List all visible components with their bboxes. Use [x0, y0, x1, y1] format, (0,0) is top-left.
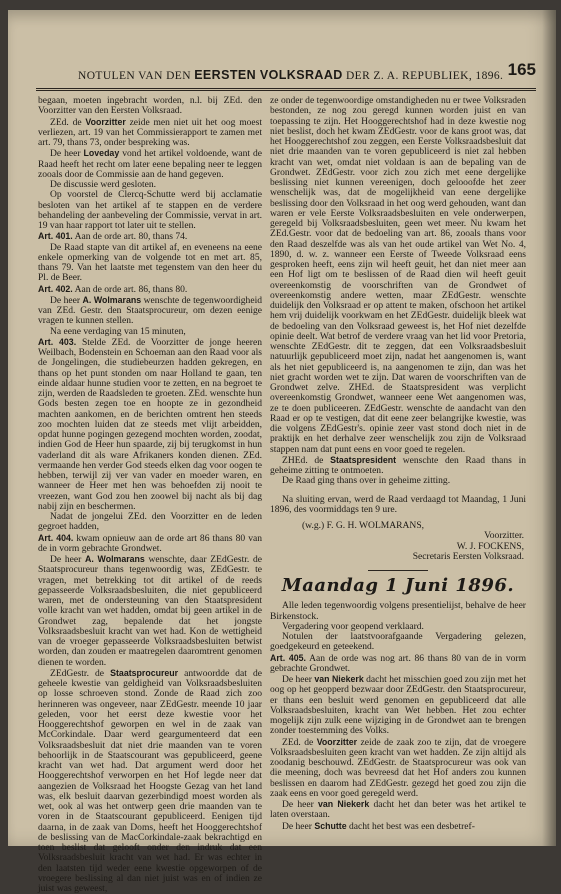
- paragraph-text: wenschte, daar ZEdGestr. de Staatsprocureur thans tegenwoordig was, ZEdGestr. te vragen, met betrekking tot dit artikel of de reeds gepasseerde Volksraadsbesluiten, die niet gepubliceerd waren, met de ondersteuning van den Staatspresident volle kracht van wet hadden, omdat bij geen artikel in de Grondwet zag, bepalende dat het jongste Volksraadsbesluit kracht van wet had. Kon de wettigheid van de vroeger gepasseerde Volksraadsbesluiten betwist worden, dan zouden er maatregelen daaromtrent genomen dienen te worden.: [38, 554, 262, 668]
- header-title: [78, 68, 503, 82]
- paragraph-lead: De heer: [50, 294, 83, 306]
- speaker-name: Staatsprocureur: [110, 667, 179, 678]
- header-rule: [36, 88, 536, 89]
- paragraph-text: Vergadering voor geopend verklaard.: [282, 620, 424, 632]
- paragraph-text: begaan, moeten ingebracht worden, n.l. bij ZEd. den Voorzitter van den Eersten Volksraad.: [38, 95, 262, 117]
- running-header: [36, 60, 536, 88]
- header-title-pre: NOTULEN VAN DEN: [78, 70, 191, 82]
- paragraph-text: antwoordde dat de geheele kwestie van geldigheid van Volksraadsbesluiten op losse schroeven stond. Zonde de Raad zich zoo herinneren was ongeveer, naar ZEdGestr. meende 10 jaar geleden, voor het eerst deze kwestie voor het Hooggerechtshof geworpen en wel in de zaak van McCorkindale. Daar werd geargumenteerd dat een Volksraadsbesluit dat niet drie maanden van te voren behoorlijk in de Staatscourant was gepubliceerd, geene kracht van wet had. Dat argument werd door het Hooggerechtshof verworpen en het Hof legde neer dat aangezien de Volksraad het Hoogste Gezag van het land was, elk besluit daarvan gezerbindigd moest worden als wet, ook al was het ontwerp geen drie maanden van te voren in de Staatscourant gepubliceerd. Eenigen tijd daarna, in de zaak van Doms, heeft het Hooggerechtshof de beslissing van de MacCorkindale-zaak bekrachtigd en toen beslist dat gelooft onder den indruk dat een Volksraadsbesluit kracht van wet had. Er was echter in den laatsten tijd weder eene kwestie opgeworpen of de vroegere beslissing al dan niet juist was en of indien ze juist was geweest,: [38, 667, 263, 894]
- article-entry: [270, 653, 526, 675]
- signature-line: W. J. FOCKENS,: [456, 540, 524, 552]
- paragraph-text: Op voorstel de Clercq-Schutte werd bij acclamatie besloten van het artikel af te stappen en de verdere behandeling der aanbeveling der Commissie, vervat in art. 19 van haar rapport tot later uit te stellen.: [38, 189, 262, 231]
- paragraph-text: dacht het best was een desbetref-: [346, 820, 475, 832]
- paragraph-text: De Raad ging thans over in geheime zitting.: [282, 475, 451, 487]
- paragraph: [270, 674, 526, 737]
- paragraph: [270, 96, 526, 455]
- paragraph-lead: ZEd. de: [282, 736, 317, 748]
- article-entry: [38, 284, 262, 295]
- paragraph-text: Notulen der laatstvoorafgaande Vergadering gelezen, goedgekeurd en geteekend.: [270, 631, 526, 653]
- article-entry: [38, 337, 262, 512]
- paragraph-text: dacht het dan beter was het artikel te laten overstaan.: [270, 799, 526, 821]
- article-text: kwam opnieuw aan de orde art 86 thans 80 van de in vorm gebrachte Grondwet.: [38, 532, 262, 554]
- paragraph: [270, 455, 526, 477]
- article-number: Art. 402.: [38, 283, 73, 294]
- paragraph: [270, 476, 526, 486]
- paragraph-text: Na sluiting ervan, werd de Raad verdaagd tot Maandag, 1 Juni 1896, des voormiddags ten 9 ure.: [270, 493, 526, 515]
- article-number: Art. 403.: [38, 336, 77, 347]
- signature-line: Secretaris Eersten Volksraad.: [412, 550, 524, 562]
- speaker-name: van Niekerk: [318, 799, 370, 809]
- paragraph: [270, 601, 526, 622]
- paragraph-text: zeide men niet uit het oog moest verliezen, art. 19 van het Commissierapport te zamen met art. 79, thans 73, onder bespreking was.: [38, 116, 262, 148]
- right-column: [270, 96, 526, 832]
- paragraph: [38, 243, 262, 284]
- article-text: Aan de orde art. 80, thans 74.: [72, 231, 188, 243]
- paragraph: [38, 668, 262, 894]
- article-entry: [38, 533, 262, 555]
- paragraph: [38, 554, 262, 668]
- paragraph-text: De Raad stapte van dit artikel af, en eveneens na eene enkele opmerking van de volgende tot en met art. 85, thans 79. Van het laatste met tegenstem van den heer du Pl. de Beer.: [38, 241, 262, 284]
- paragraph-text: wenschte de tegenwoordigheid van ZEd. Gestr. den Staatsprocureur, om dezen eenige vragen te kunnen stellen.: [38, 294, 262, 327]
- paragraph-text: Na eene verdaging van 15 minuten,: [50, 325, 186, 337]
- page-number: 165: [507, 60, 536, 79]
- signature-line: Voorzitter.: [484, 530, 524, 542]
- speaker-name: Voorzitter: [316, 736, 358, 747]
- paragraph: [38, 117, 262, 149]
- paragraph-text: ze onder de tegenwoordige omstandigheden nu er twee Volksraden bestonden, ze nog zou geregd kunnen worden juist en van toepassing te zijn. Het Hooggerechtshof had in deze kwestie nog niet beslist, doch het kwam ZEdGestr. voor de kans groot was, dat het Hooggerechtshof zou zeggen, een Eerste Volksraadsbesluit dat niet drie maanden van te voren gepubliceerd is niet zal hebben kracht van wet, omdat niet voldaan is aan de bepaling van de Grondwet. ZEdGestr. voor zich zou zich met eene dergelijke beslissing niet kunnen vereenigen, doch gelooofde het zeer wenschelijk was, dat de mogelijkheid van eene dergelijke beslissing door den Volksraad in het oog werd gehouden, want dan waren er vele Eerste Volksraadsbesluiten en vele onderwerpen, geregeld bij Volksraadsbesluiten, geen wet meer. Nu kwam het ZEd.Gestr. voor dat de bedoeling van art. 86, zooals thans voor den Raad deszelfde was als van het oude artikel van Wet No. 4, 1890, d. w. z. wanneer een Eerste of Tweede Volksraad eens gesproken heeft, eens zijn wil heeft geuit, het dan niet meer aan een Hof ligt om te beslissen of de Raad dien wil heeft geuit overeenkomstig de voorschriften van de Grondwet of overeenkomstig andere wetten, maar ZEdGestr. wenschte duidelijk den Volksraad er op attent te maken, ofschoon het artikel hem vrij duidelijk voorkwam en het ZEdGestr. duidelijk bleek wat de bedoeling van den Volksraad geweest is, het Hof niet dezelfde opinie deelt. Wat betrof de verdere vraag van het lid voor Pretoria, wenschte ZEdGestr. dit te zeggen, dat een Volksraadsbesluit natuurlijk gepubliceerd moet zijn, nadat het aangenomen is, want als het niet gepubliceerd is, na aangenomen te zijn, dan was het niet gracht worden wet te zijn. Dat waren de voorschriften van de Grondwet zelve. ZHEd. de Staatspresident was verplicht overeenkomstig Grondwet, wanneer eene Wet aangenomen was, ze te doen publiceeren. ZEdGestr. wenschte de aandacht van den Raad er op te vestigen, dat dit eene zeer belangrijke kwestie, was die volgens ZEdGestr's. opinie zeer vast stond doch niet in de praktijk en het derhalve zeer wenschelijk zou zijn de Volksraad stappen nam dat punt eens en voor goed te regelen.: [270, 95, 526, 455]
- paragraph-text: De discussie werd gesloten.: [50, 179, 157, 190]
- paragraph: [270, 737, 526, 800]
- paragraph: [270, 799, 526, 821]
- paragraph: [38, 295, 262, 327]
- article-text: Aan de orde art. 86, thans 80.: [72, 283, 188, 295]
- signature-line: (w.g.) F. G. H. WOLMARANS,: [302, 520, 425, 531]
- paragraph: [38, 512, 262, 533]
- paragraph-text: Nadat de jongelui ZEd. den Voorzitter en de leden gegroet hadden,: [38, 511, 262, 533]
- paragraph-lead: ZEd. de: [50, 116, 86, 128]
- paragraph: [270, 495, 526, 516]
- article-text: Aan de orde was nog art. 86 thans 80 van de in vorm gebrachte Grondwet.: [270, 652, 527, 674]
- speaker-name: Schutte: [314, 820, 347, 831]
- speaker-name: Staatspresident: [330, 454, 397, 465]
- speaker-name: A. Wolmarans: [82, 294, 142, 305]
- paragraph: [270, 821, 526, 832]
- section-divider: [368, 570, 428, 571]
- paragraph-text: vond het artikel voldoende, want de Raad heeft het recht om later eene bepaling neer te leggen zooals door de Commissie aan de hand gegeven.: [38, 148, 262, 180]
- speaker-name: A. Wolmarans: [84, 554, 145, 564]
- speaker-name: Loveday: [83, 148, 120, 159]
- article-number: Art. 401.: [38, 231, 73, 242]
- paragraph-lead: De heer: [282, 799, 318, 810]
- paragraph-text: wenschte den Raad thans in geheime zitting te ontmoeten.: [270, 454, 526, 476]
- left-column: [38, 96, 262, 894]
- header-title-post: DER Z. A. REPUBLIEK, 1896.: [345, 70, 504, 82]
- paragraph-text: Alle leden tegenwoordig volgens presentielijst, behalve de heer Birkenstock.: [270, 600, 526, 622]
- speaker-name: Voorzitter: [85, 116, 126, 127]
- paragraph-text: zeide de zaak zoo te zijn, dat de vroegere Volksraadsbesluiten geen kracht van wet hadden. Ze zijn altijd als zoodanig beschouwd. ZEdGestr. de Staatsprocureur was ook van die meening, doch was bevreesd dat het Hof anders zou kunnen beslissen en daarom had ZEdGestr. gezegd het goed zou zijn die zaak eens en voor goed geregeld werd.: [270, 736, 526, 799]
- article-number: Art. 405.: [270, 652, 306, 663]
- paragraph-text: dacht het misschien goed zou zijn met het oog op het geopperd bezwaar door ZEdGestr. den Staatsprocureur, er thans een besluit werd genomen en gepubliceerd dat alle Volksraadsbesluiten, kracht van Wet hebben. Het zou echter mogelijk zijn zulk eene wijziging in de Grondwet aan te brengen zonder toestemming des Volks.: [270, 674, 527, 737]
- document-page: [8, 10, 556, 894]
- paragraph-lead: ZHEd. de: [282, 454, 331, 466]
- paragraph: [38, 327, 262, 337]
- paragraph-lead: De heer: [282, 674, 315, 685]
- signature-block: [270, 521, 526, 562]
- page-gutter-shadow: [542, 10, 556, 846]
- paragraph: [270, 632, 526, 653]
- article-text: Stelde ZEd. de Voorzitter de jonge heeren Weilbach, Bodenstein en Schoeman aan den Raad voor als de Jongelingen, die studiebeurzen hadden gekregen, en thans op het punt stonden om naar Holland te gaan, ten einde aldaar hunne studien voor te zetten, en na begroet te zijn, werden de Raadsleden te groeten. ZEd. wenschte hun Gods besten zegen toe en hoopte ze in gezondheid machten aankomen, en de berichten omtrent hen steeds zoo mochten luiden dat ze steeds met vlijt arbeidden, opdat hunne pogingen gezegend mochten worden, zoodat, indien God de Heer hun spaarde, zij bij terugkomst in hun vaderland dit als ware Afrikaners konden dienen. ZEd. vermaande hen verder God steeds elken dag voor oogen te hebben, terwijl zij ver van vader en moeder waren, en wanneer de Heer met hen was behoefden zij nooit te vreezen, want God zou hen zoowel bij nacht als bij dag nabij zijn en beschermen.: [38, 336, 262, 512]
- paragraph: [38, 190, 262, 231]
- paragraph: [38, 96, 262, 117]
- paragraph-lead: De heer: [50, 554, 85, 565]
- paragraph-lead: De heer: [50, 148, 84, 160]
- article-number: Art. 404.: [38, 532, 74, 543]
- paragraph-lead: De heer: [282, 820, 315, 832]
- header-title-bold: EERSTEN VOLKSRAAD: [194, 68, 343, 82]
- paragraph: [38, 148, 262, 180]
- header-rule-thin: [36, 90, 536, 91]
- paragraph-lead: ZEdGestr. de: [50, 667, 111, 679]
- session-date-heading: Maandag 1 Juni 1896.: [281, 575, 515, 596]
- speaker-name: van Niekerk: [314, 674, 364, 684]
